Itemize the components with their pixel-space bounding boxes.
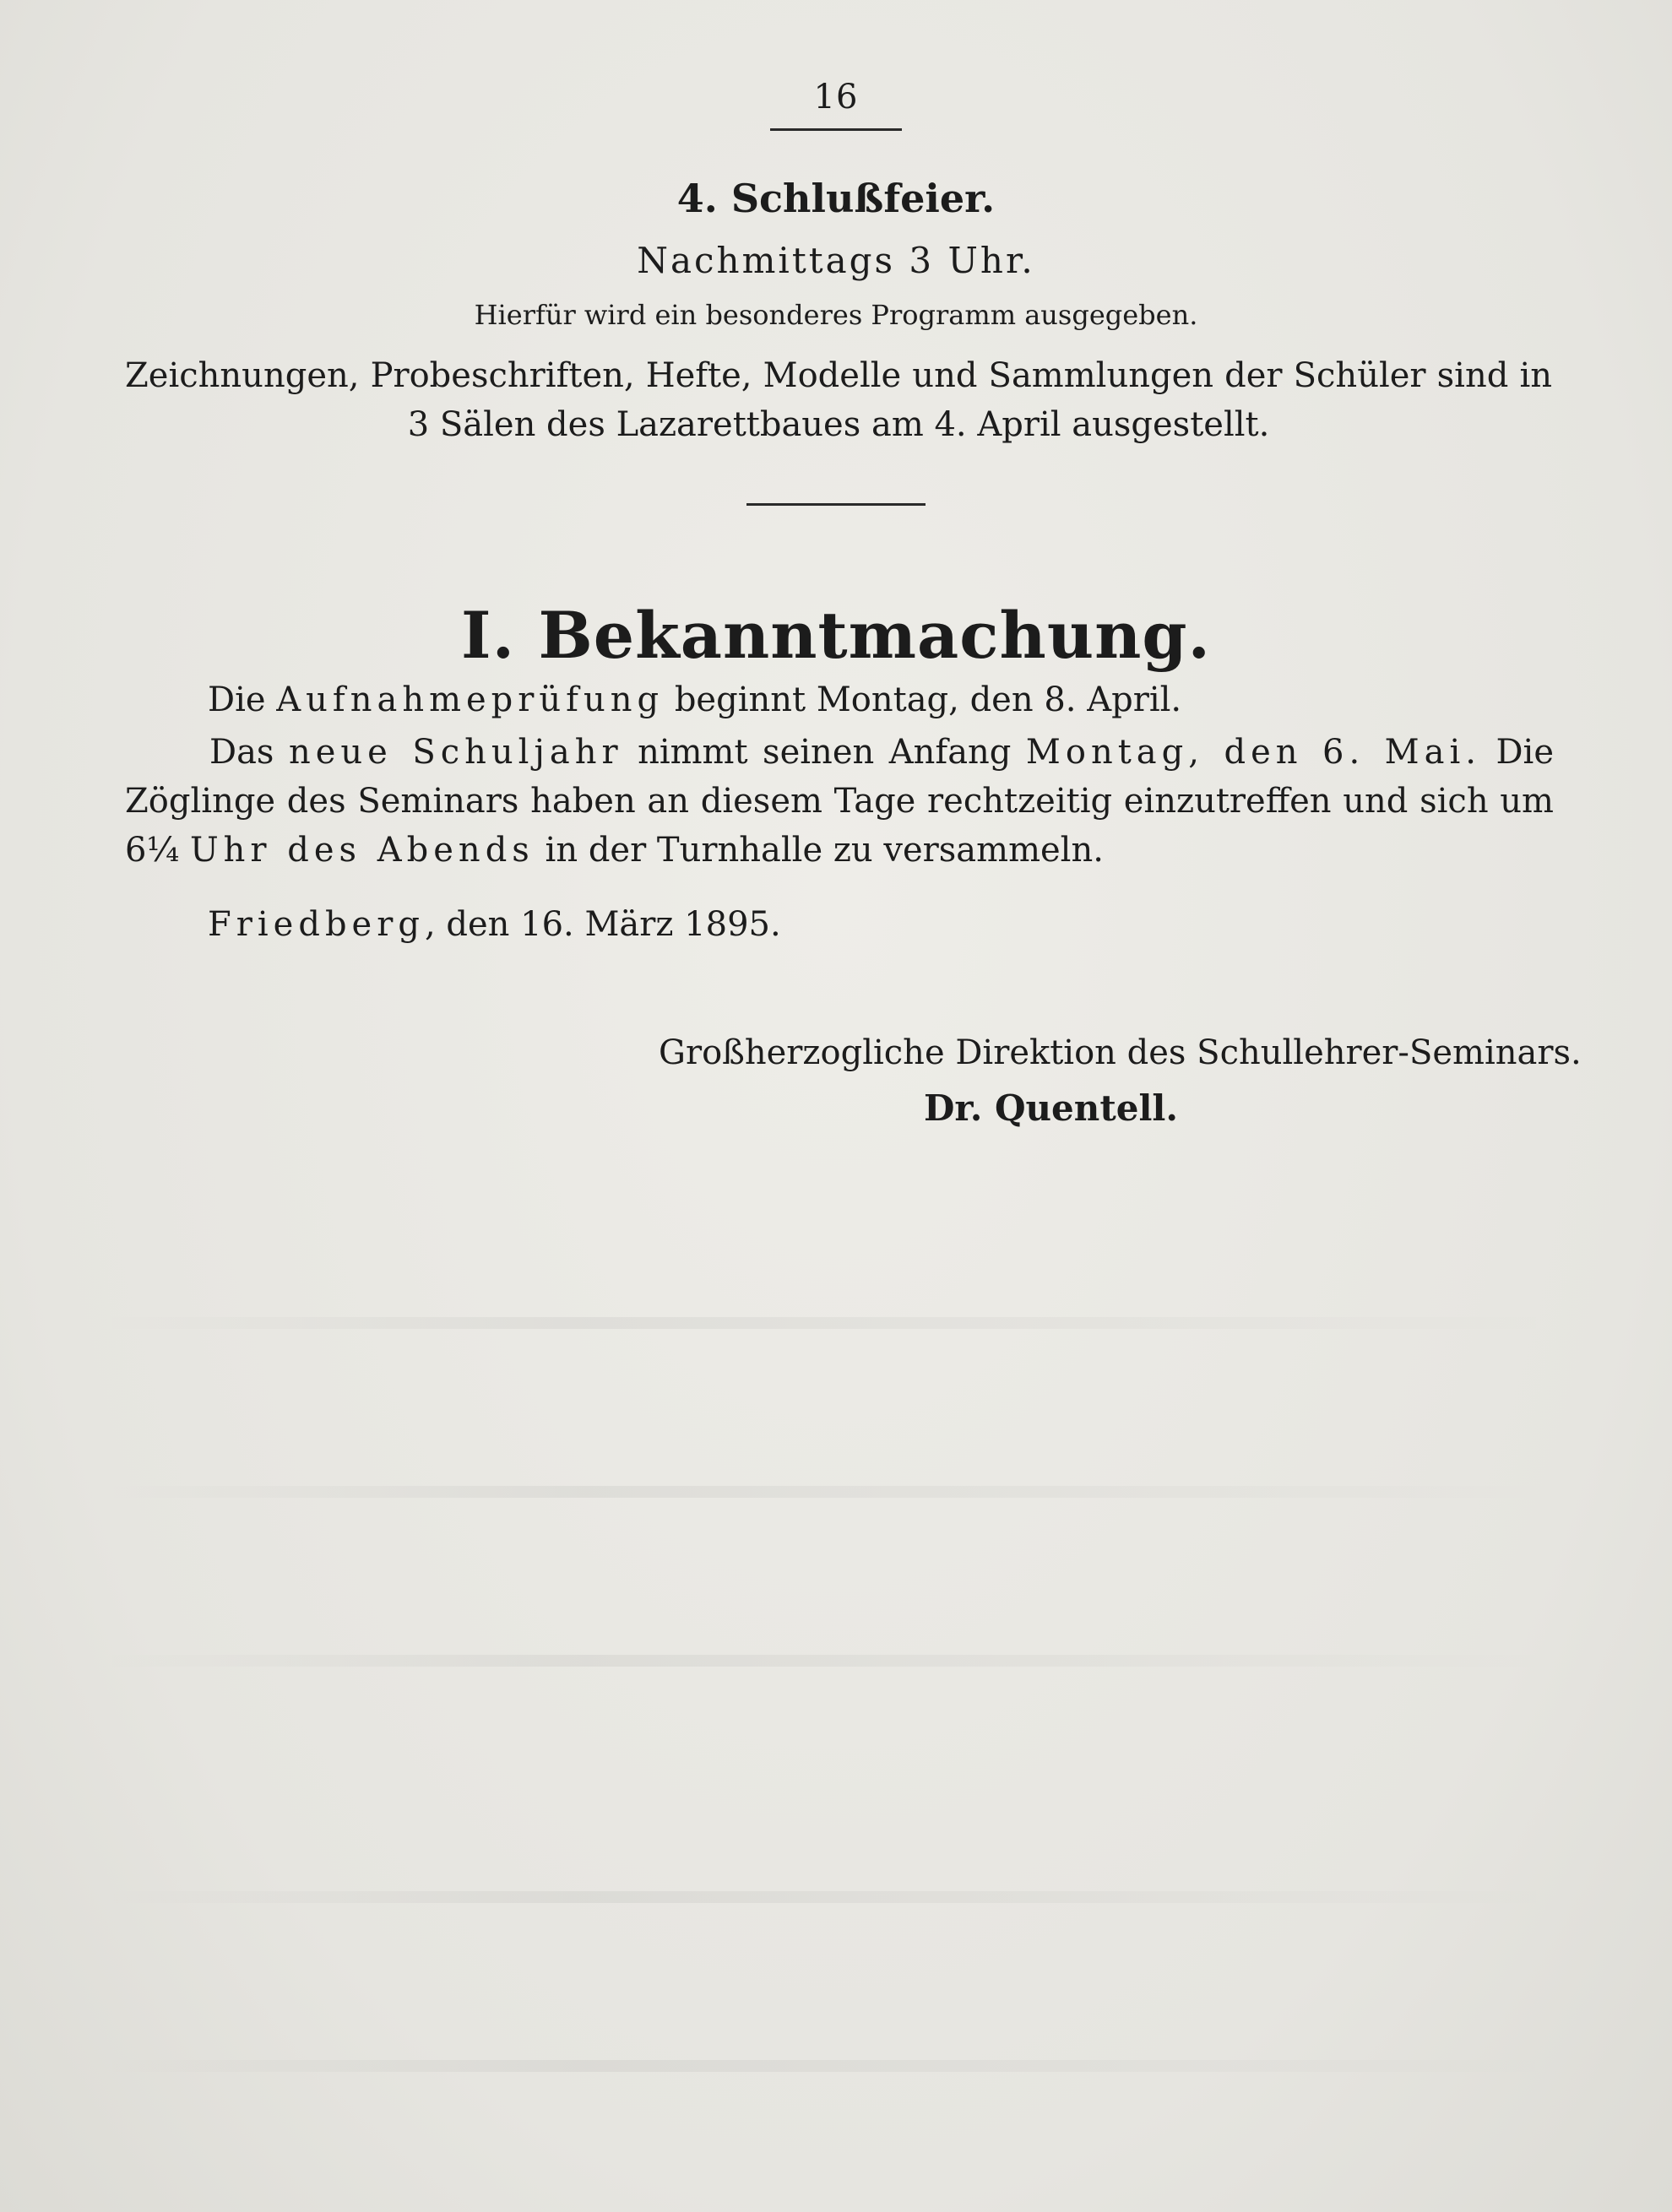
schoolyear-middle: nimmt seinen Anfang [622,733,1026,772]
show-through-mark [101,1486,1554,1498]
program-note: Hierfür wird ein besonderes Programm ausgegeben. [474,299,1198,331]
schoolyear-paragraph [125,728,1554,875]
section-heading-schlussfeier: 4. Schlußfeier. [676,176,996,221]
schoolyear-prefix: Das [209,733,289,772]
exam-day: Montag [816,680,949,719]
exam-middle: beginnt [664,680,817,719]
section-divider [746,503,926,506]
exam-prefix: Die [208,680,277,719]
place-name: Friedberg [208,905,425,944]
show-through-mark [101,1317,1554,1329]
date-line [208,900,781,949]
schoolyear-day: Montag, den 6. Mai. [1025,733,1481,772]
exhibition-paragraph: Zeichnungen, Probeschriften, Hefte, Modelle und Sammlungen der Schüler sind in 3 Sälen des Lazarettbaues am 4. April ausgestellt. [125,356,1552,444]
signature-organization: Großherzogliche Direktion des Schullehrer-Seminars. [659,1033,1582,1072]
show-through-mark [101,2060,1554,2072]
schoolyear-end: in der Turnhalle zu versammeln. [534,831,1104,870]
exam-paragraph [208,675,1181,724]
show-through-mark [101,1891,1554,1903]
schoolyear-uhr: Uhr des Abends [189,831,535,870]
header-rule [770,128,902,131]
page-number: 16 [813,78,859,117]
show-through-mark [101,1655,1554,1667]
exam-spaced-term: Aufnahmeprüfung [276,680,665,719]
schoolyear-rest: Die Zöglinge des Seminars haben an diesem Tage rechtzeitig einzutreffen und sich um 6¼ [125,733,1555,870]
exam-suffix: , den 8. April. [948,680,1182,719]
date-text: , den 16. März 1895. [424,905,781,944]
schoolyear-spaced-term: neue Schuljahr [288,733,623,772]
signature-name: Dr. Quentell. [924,1087,1178,1129]
section-time: Nachmittags 3 Uhr. [637,240,1035,281]
announcement-heading: I. Bekanntmachung. [461,598,1211,673]
